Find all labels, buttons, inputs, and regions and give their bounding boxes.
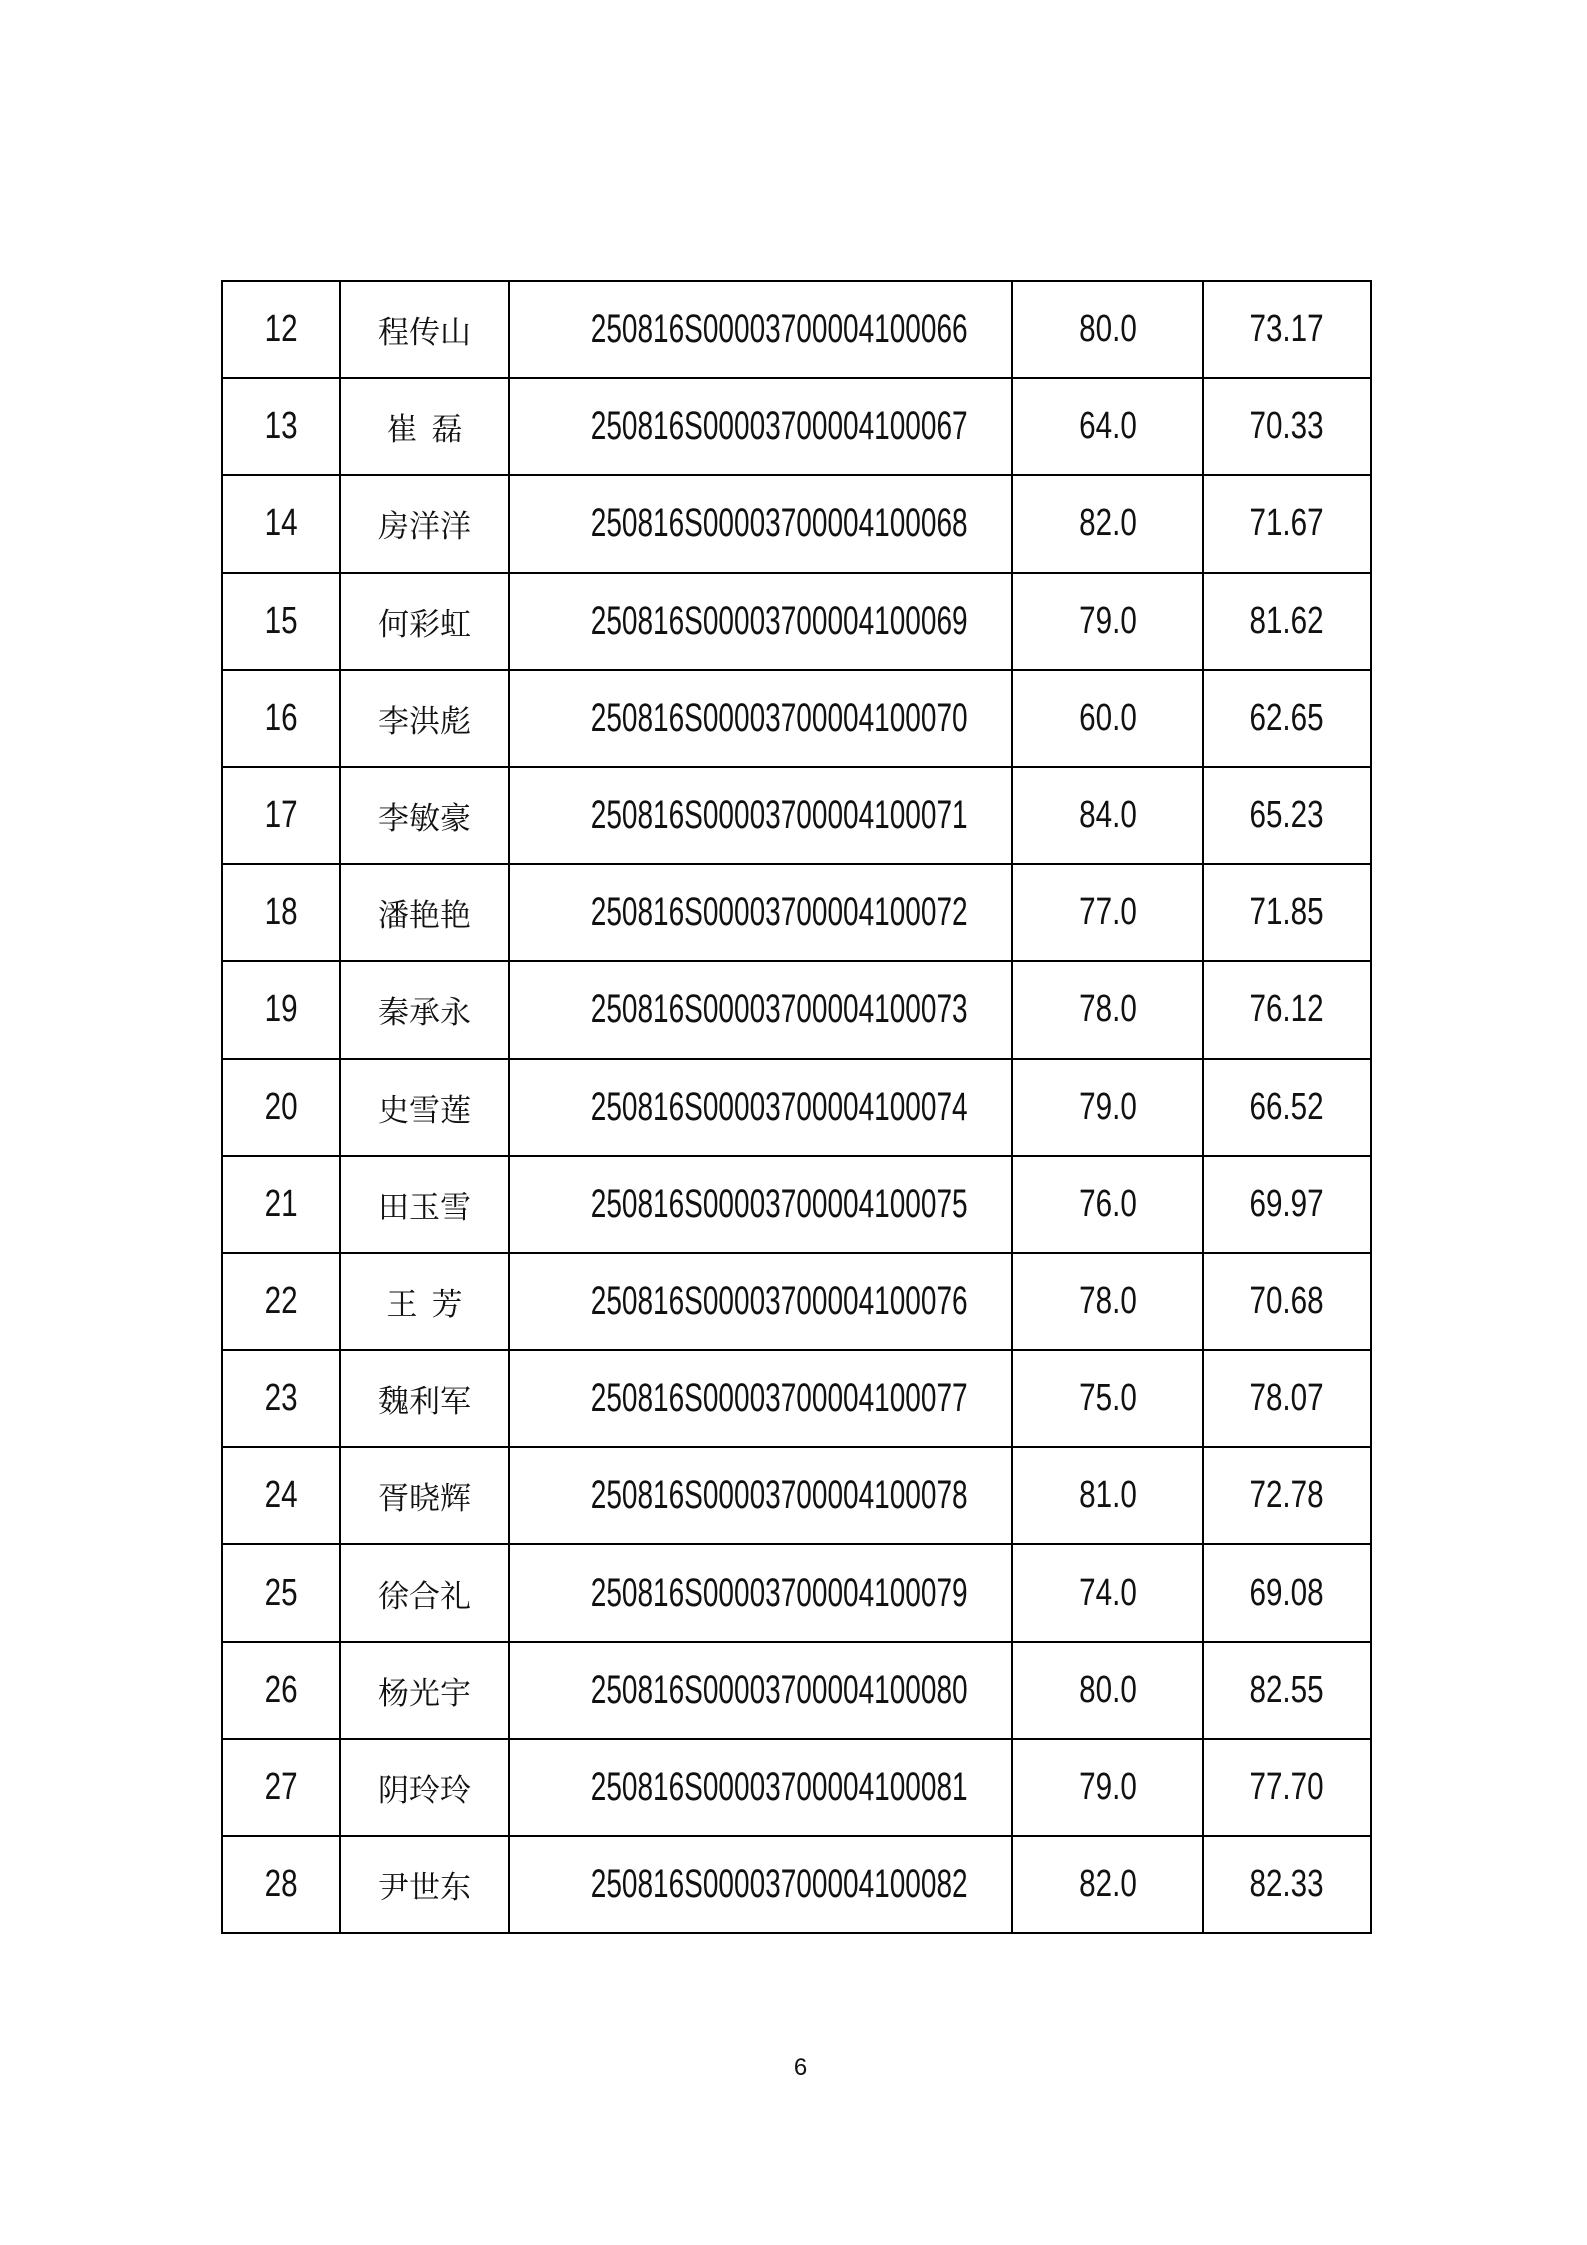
score2: 66.52 bbox=[1249, 1085, 1325, 1128]
table-row bbox=[222, 1739, 1371, 1836]
table-row bbox=[222, 767, 1371, 864]
score2-cell bbox=[1203, 961, 1371, 1058]
row-number-cell bbox=[222, 961, 340, 1058]
exam-number: 250816S00003700004100076 bbox=[590, 1278, 968, 1323]
row-number: 19 bbox=[264, 988, 298, 1031]
row-number: 28 bbox=[264, 1863, 298, 1906]
score2-cell bbox=[1203, 1156, 1371, 1253]
table-row bbox=[222, 1544, 1371, 1641]
exam-number-cell bbox=[509, 378, 1012, 475]
exam-number: 250816S00003700004100075 bbox=[590, 1181, 968, 1226]
candidate-name-cell bbox=[340, 475, 509, 572]
candidate-name-cell bbox=[340, 1642, 509, 1739]
score2: 62.65 bbox=[1249, 696, 1325, 739]
score2: 82.55 bbox=[1249, 1668, 1325, 1711]
table-row bbox=[222, 961, 1371, 1058]
candidate-name-cell bbox=[340, 1350, 509, 1447]
candidate-name-cell bbox=[340, 961, 509, 1058]
score2-cell bbox=[1203, 1350, 1371, 1447]
exam-number: 250816S00003700004100072 bbox=[590, 890, 968, 935]
table-row bbox=[222, 864, 1371, 961]
score2: 70.68 bbox=[1249, 1279, 1325, 1322]
score1-cell bbox=[1012, 767, 1203, 864]
score2-cell bbox=[1203, 1739, 1371, 1836]
row-number-cell bbox=[222, 1836, 340, 1933]
candidate-name: 秦承永 bbox=[378, 995, 471, 1031]
score1: 75.0 bbox=[1078, 1377, 1137, 1420]
score1: 84.0 bbox=[1078, 794, 1137, 837]
row-number-cell bbox=[222, 1739, 340, 1836]
row-number: 14 bbox=[264, 502, 298, 545]
row-number: 13 bbox=[264, 405, 298, 448]
score1: 76.0 bbox=[1078, 1182, 1137, 1225]
candidate-name: 何彩虹 bbox=[378, 606, 471, 642]
table-row bbox=[222, 281, 1371, 378]
score1: 74.0 bbox=[1078, 1571, 1137, 1614]
exam-number-cell bbox=[509, 573, 1012, 670]
row-number-cell bbox=[222, 1642, 340, 1739]
score2-cell bbox=[1203, 1253, 1371, 1350]
score1: 60.0 bbox=[1078, 696, 1137, 739]
table-row bbox=[222, 1447, 1371, 1544]
exam-number-cell bbox=[509, 281, 1012, 378]
score2: 72.78 bbox=[1249, 1474, 1325, 1517]
score2-cell bbox=[1203, 281, 1371, 378]
score1-cell bbox=[1012, 1739, 1203, 1836]
row-number: 25 bbox=[264, 1571, 298, 1614]
score1-cell bbox=[1012, 475, 1203, 572]
score1: 82.0 bbox=[1078, 502, 1137, 545]
candidate-name: 崔磊 bbox=[386, 412, 477, 448]
candidate-name: 潘艳艳 bbox=[378, 898, 471, 934]
score1: 79.0 bbox=[1078, 1765, 1137, 1808]
score2: 65.23 bbox=[1249, 794, 1325, 837]
candidate-name-cell bbox=[340, 1836, 509, 1933]
exam-number: 250816S00003700004100081 bbox=[590, 1764, 968, 1809]
candidate-name: 阴玲玲 bbox=[378, 1772, 471, 1808]
candidate-name: 房洋洋 bbox=[378, 509, 471, 545]
exam-number: 250816S00003700004100069 bbox=[590, 598, 968, 643]
score2: 82.33 bbox=[1249, 1863, 1325, 1906]
candidate-name: 胥晓辉 bbox=[378, 1481, 471, 1517]
exam-number: 250816S00003700004100080 bbox=[590, 1667, 968, 1712]
score2-cell bbox=[1203, 1447, 1371, 1544]
score2-cell bbox=[1203, 670, 1371, 767]
score1: 81.0 bbox=[1078, 1474, 1137, 1517]
score2-cell bbox=[1203, 1059, 1371, 1156]
score2: 78.07 bbox=[1249, 1377, 1325, 1420]
exam-number-cell bbox=[509, 1350, 1012, 1447]
row-number-cell bbox=[222, 1156, 340, 1253]
row-number-cell bbox=[222, 1447, 340, 1544]
candidate-name-cell bbox=[340, 1156, 509, 1253]
score1: 78.0 bbox=[1078, 988, 1137, 1031]
candidate-name-cell bbox=[340, 1544, 509, 1641]
exam-number: 250816S00003700004100066 bbox=[590, 307, 968, 352]
table-row bbox=[222, 573, 1371, 670]
exam-number-cell bbox=[509, 1544, 1012, 1641]
row-number-cell bbox=[222, 864, 340, 961]
table-row bbox=[222, 1642, 1371, 1739]
exam-number: 250816S00003700004100073 bbox=[590, 987, 968, 1032]
score1: 64.0 bbox=[1078, 405, 1137, 448]
score1-cell bbox=[1012, 1253, 1203, 1350]
score2: 76.12 bbox=[1249, 988, 1325, 1031]
row-number: 17 bbox=[264, 794, 298, 837]
row-number: 12 bbox=[264, 308, 298, 351]
score1-cell bbox=[1012, 378, 1203, 475]
exam-number-cell bbox=[509, 1836, 1012, 1933]
candidate-name-cell bbox=[340, 1739, 509, 1836]
exam-number: 250816S00003700004100082 bbox=[590, 1862, 968, 1907]
score1-cell bbox=[1012, 1642, 1203, 1739]
row-number: 22 bbox=[264, 1279, 298, 1322]
table-row bbox=[222, 475, 1371, 572]
score1-cell bbox=[1012, 1836, 1203, 1933]
candidate-name: 杨光宇 bbox=[378, 1675, 471, 1711]
score1-cell bbox=[1012, 1350, 1203, 1447]
exam-number-cell bbox=[509, 1253, 1012, 1350]
table-row bbox=[222, 1156, 1371, 1253]
exam-number-cell bbox=[509, 1739, 1012, 1836]
table-row bbox=[222, 378, 1371, 475]
results-table-body bbox=[222, 281, 1371, 1933]
score1-cell bbox=[1012, 281, 1203, 378]
score1: 77.0 bbox=[1078, 891, 1137, 934]
row-number-cell bbox=[222, 1253, 340, 1350]
exam-number: 250816S00003700004100077 bbox=[590, 1376, 968, 1421]
table-row bbox=[222, 1836, 1371, 1933]
score1-cell bbox=[1012, 1059, 1203, 1156]
exam-number: 250816S00003700004100068 bbox=[590, 501, 968, 546]
exam-number-cell bbox=[509, 670, 1012, 767]
row-number-cell bbox=[222, 1059, 340, 1156]
exam-number: 250816S00003700004100070 bbox=[590, 695, 968, 740]
candidate-name-cell bbox=[340, 864, 509, 961]
exam-number-cell bbox=[509, 767, 1012, 864]
candidate-name-cell bbox=[340, 378, 509, 475]
score1: 78.0 bbox=[1078, 1279, 1137, 1322]
row-number-cell bbox=[222, 475, 340, 572]
score2: 81.62 bbox=[1249, 599, 1325, 642]
exam-number: 250816S00003700004100078 bbox=[590, 1473, 968, 1518]
candidate-name: 王芳 bbox=[386, 1286, 477, 1322]
row-number: 20 bbox=[264, 1085, 298, 1128]
row-number-cell bbox=[222, 767, 340, 864]
candidate-name: 李洪彪 bbox=[378, 703, 471, 739]
table-row bbox=[222, 1253, 1371, 1350]
score2-cell bbox=[1203, 1836, 1371, 1933]
score2: 73.17 bbox=[1249, 308, 1325, 351]
score1: 82.0 bbox=[1078, 1863, 1137, 1906]
score1: 79.0 bbox=[1078, 599, 1137, 642]
score1-cell bbox=[1012, 1447, 1203, 1544]
candidate-name-cell bbox=[340, 573, 509, 670]
candidate-name-cell bbox=[340, 281, 509, 378]
candidate-name-cell bbox=[340, 1253, 509, 1350]
row-number: 26 bbox=[264, 1668, 298, 1711]
row-number-cell bbox=[222, 573, 340, 670]
row-number: 16 bbox=[264, 696, 298, 739]
score2: 69.97 bbox=[1249, 1182, 1325, 1225]
table-row bbox=[222, 670, 1371, 767]
candidate-name-cell bbox=[340, 670, 509, 767]
exam-number-cell bbox=[509, 1059, 1012, 1156]
score1-cell bbox=[1012, 1156, 1203, 1253]
score2-cell bbox=[1203, 475, 1371, 572]
table-row bbox=[222, 1350, 1371, 1447]
candidate-name: 史雪莲 bbox=[378, 1092, 471, 1128]
exam-number-cell bbox=[509, 1156, 1012, 1253]
row-number-cell bbox=[222, 378, 340, 475]
row-number-cell bbox=[222, 281, 340, 378]
row-number: 24 bbox=[264, 1474, 298, 1517]
exam-number-cell bbox=[509, 961, 1012, 1058]
row-number: 18 bbox=[264, 891, 298, 934]
exam-number: 250816S00003700004100067 bbox=[590, 404, 968, 449]
score2-cell bbox=[1203, 767, 1371, 864]
score2: 71.67 bbox=[1249, 502, 1325, 545]
exam-number: 250816S00003700004100074 bbox=[590, 1084, 968, 1129]
candidate-name-cell bbox=[340, 1447, 509, 1544]
score2-cell bbox=[1203, 573, 1371, 670]
row-number: 23 bbox=[264, 1377, 298, 1420]
score1-cell bbox=[1012, 573, 1203, 670]
score2-cell bbox=[1203, 864, 1371, 961]
candidate-name: 田玉雪 bbox=[378, 1189, 471, 1225]
score2: 77.70 bbox=[1249, 1765, 1325, 1808]
candidate-name: 李敏豪 bbox=[378, 801, 471, 837]
exam-number-cell bbox=[509, 1642, 1012, 1739]
exam-number-cell bbox=[509, 475, 1012, 572]
exam-number: 250816S00003700004100071 bbox=[590, 793, 968, 838]
row-number-cell bbox=[222, 1350, 340, 1447]
row-number: 27 bbox=[264, 1765, 298, 1808]
score1-cell bbox=[1012, 670, 1203, 767]
score1: 79.0 bbox=[1078, 1085, 1137, 1128]
results-table bbox=[221, 280, 1372, 1934]
row-number: 21 bbox=[264, 1182, 298, 1225]
score2-cell bbox=[1203, 378, 1371, 475]
row-number-cell bbox=[222, 670, 340, 767]
row-number: 15 bbox=[264, 599, 298, 642]
score2: 69.08 bbox=[1249, 1571, 1325, 1614]
candidate-name-cell bbox=[340, 767, 509, 864]
score1-cell bbox=[1012, 1544, 1203, 1641]
table-row bbox=[222, 1059, 1371, 1156]
exam-number-cell bbox=[509, 864, 1012, 961]
score1: 80.0 bbox=[1078, 1668, 1137, 1711]
score2-cell bbox=[1203, 1544, 1371, 1641]
score1: 80.0 bbox=[1078, 308, 1137, 351]
score1-cell bbox=[1012, 961, 1203, 1058]
exam-number: 250816S00003700004100079 bbox=[590, 1570, 968, 1615]
score2: 71.85 bbox=[1249, 891, 1325, 934]
score2: 70.33 bbox=[1249, 405, 1325, 448]
row-number-cell bbox=[222, 1544, 340, 1641]
score2-cell bbox=[1203, 1642, 1371, 1739]
candidate-name: 徐合礼 bbox=[378, 1578, 471, 1614]
candidate-name: 程传山 bbox=[378, 315, 471, 351]
candidate-name-cell bbox=[340, 1059, 509, 1156]
score1-cell bbox=[1012, 864, 1203, 961]
page-number: 6 bbox=[793, 2054, 808, 2081]
exam-number-cell bbox=[509, 1447, 1012, 1544]
candidate-name: 尹世东 bbox=[378, 1870, 471, 1906]
candidate-name: 魏利军 bbox=[378, 1384, 471, 1420]
